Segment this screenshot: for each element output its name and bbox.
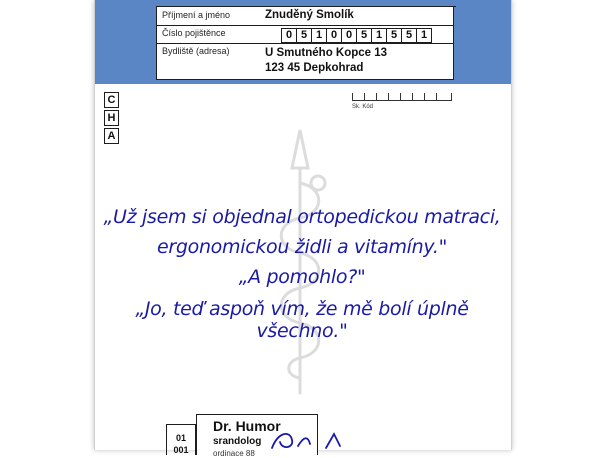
tick-mark <box>436 93 437 100</box>
stamp-code-box <box>166 424 196 455</box>
quote-line-2: ergonomickou židli a vitamíny." <box>156 236 448 258</box>
doctor-title: srandolog <box>213 436 262 447</box>
code-labels: Sk. Kód <box>352 104 374 110</box>
address-label: Bydliště (adresa) <box>162 46 230 56</box>
tick-mark <box>412 93 413 100</box>
stamp-code-line-2: 001 <box>173 445 189 455</box>
quote-line-3: „A pomohlo?" <box>238 266 366 288</box>
insurance-digit: 1 <box>312 29 327 42</box>
insurance-digit: 5 <box>402 29 417 42</box>
name-value: Znuděný Smolík <box>265 9 354 21</box>
insurance-number <box>281 28 432 43</box>
insurance-digit: 5 <box>357 29 372 42</box>
patient-form <box>156 6 454 80</box>
cha-box-a: A <box>104 128 119 144</box>
address-line-2: 123 45 Depkohrad <box>265 62 364 74</box>
insurance-digit: 5 <box>297 29 312 42</box>
insurance-digit: 5 <box>387 29 402 42</box>
insurance-digit: 1 <box>417 29 432 42</box>
rod-of-asclepius-icon <box>270 128 330 398</box>
tick-mark <box>388 93 389 100</box>
signature-scribble <box>268 428 348 450</box>
tick-mark <box>424 93 425 100</box>
insurance-digit: 0 <box>282 29 297 42</box>
tick-mark <box>376 93 377 100</box>
tick-mark <box>364 93 365 100</box>
insurance-digit: 1 <box>372 29 387 42</box>
name-row <box>157 7 453 26</box>
code-tick-line <box>352 88 452 101</box>
quote-line-1: „Už jsem si objednal ortopedickou matraci, <box>103 206 501 228</box>
insurance-digit: 0 <box>342 29 357 42</box>
tick-mark <box>352 93 353 100</box>
insurance-row <box>157 25 453 44</box>
name-label: Příjmení a jméno <box>162 10 231 20</box>
doctor-extra: ordinace 88 <box>213 449 255 458</box>
doctor-name: Dr. Humor <box>213 418 281 434</box>
address-line-1: U Smutného Kopce 13 <box>265 47 388 59</box>
cha-box-h: H <box>104 110 119 126</box>
insurance-label: Číslo pojištěnce <box>162 28 226 38</box>
address-row <box>157 43 453 79</box>
tick-mark <box>400 93 401 100</box>
stamp-code-line-1: 01 <box>175 433 186 443</box>
cha-box-c: C <box>104 92 119 108</box>
quote-line-4: „Jo, teď aspoň vím, že mě bolí úplně všechno." <box>135 298 469 342</box>
insurance-digit: 0 <box>327 29 342 42</box>
tick-mark <box>451 93 452 100</box>
